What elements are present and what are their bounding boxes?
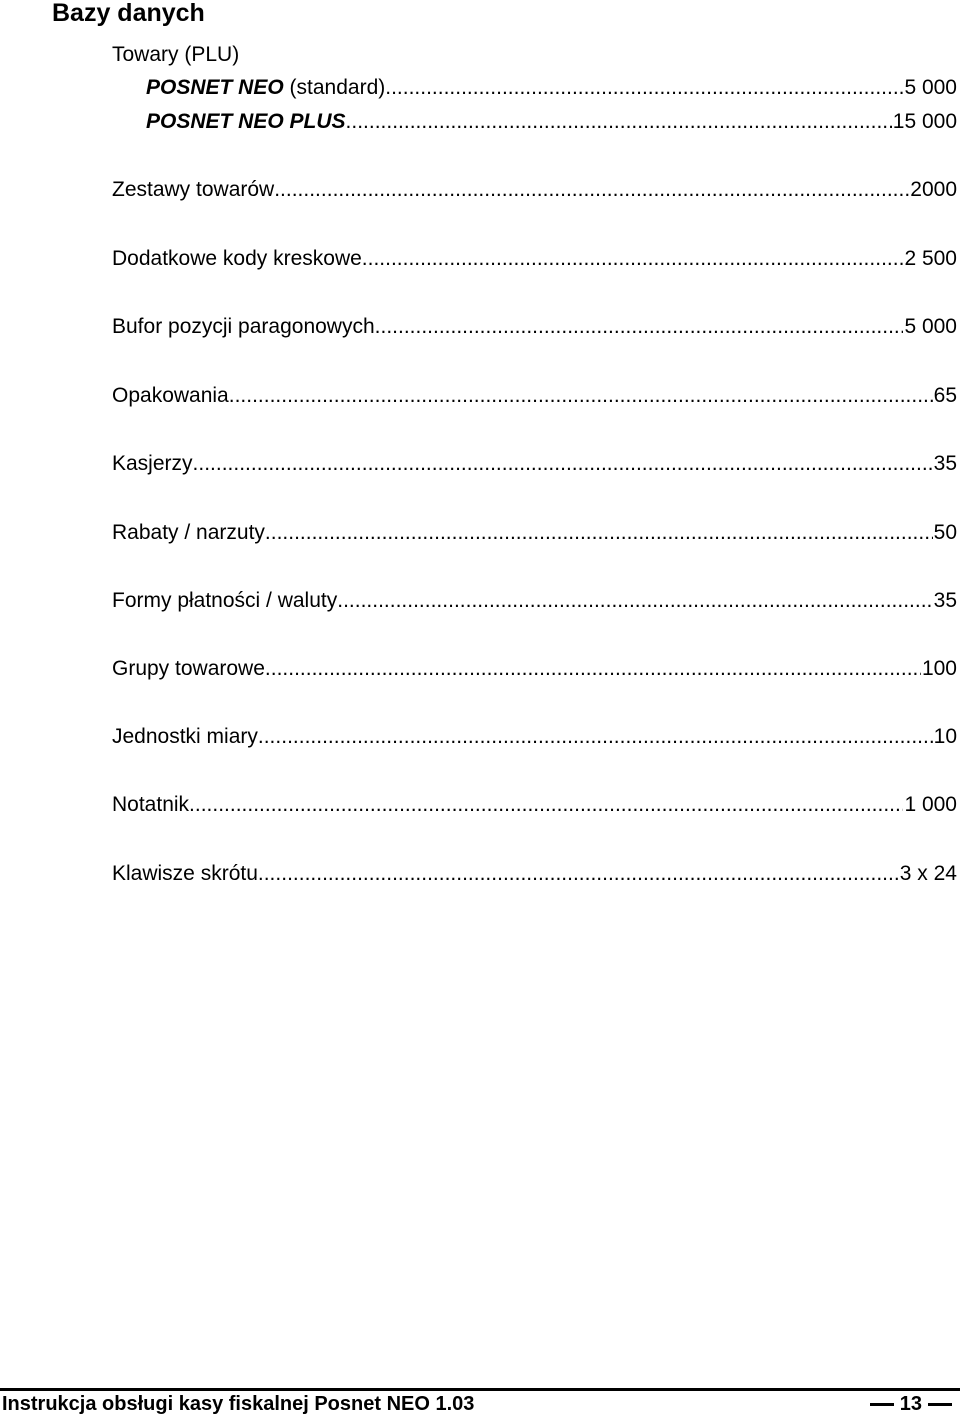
model-name: POSNET NEO PLUS [146, 110, 346, 133]
spec-row-value: 5 000 [904, 76, 957, 99]
spec-row-value: 15 000 [892, 110, 957, 133]
spec-row-value: 3 x 24 [899, 862, 957, 885]
leader-dots [258, 723, 933, 751]
model-name: POSNET NEO [146, 76, 284, 99]
spec-row-posnet-neo-plus [146, 108, 957, 136]
spec-row [112, 382, 957, 410]
spec-row-posnet-neo [146, 74, 957, 102]
spec-row-label: Dodatkowe kody kreskowe [112, 247, 362, 270]
leader-dots [337, 587, 932, 615]
spec-row [112, 587, 957, 615]
leader-dots [362, 245, 904, 273]
spec-row-label: Opakowania [112, 384, 229, 407]
spec-row-label: Notatnik [112, 793, 190, 816]
spec-row-label: Kasjerzy [112, 452, 193, 475]
spec-row-value: 65 [933, 384, 957, 407]
dash-decoration [928, 1403, 952, 1406]
spec-row-value: 1 000 [904, 793, 957, 816]
leader-dots [229, 382, 933, 410]
spec-row [112, 313, 957, 341]
spec-row-label: Jednostki miary [112, 725, 258, 748]
footer-document-title: Instrukcja obsługi kasy fiskalnej Posnet NEO 1.03 [2, 1393, 475, 1415]
spec-row-label: Rabaty / narzuty [112, 521, 265, 544]
spec-row-value: 50 [933, 521, 957, 544]
spec-row-value: 2 500 [904, 247, 957, 270]
leader-dots [258, 860, 899, 888]
spec-row [112, 450, 957, 478]
spec-row-value: 35 [933, 452, 957, 475]
spec-row [112, 860, 957, 888]
section-title: Bazy danych [52, 0, 205, 27]
spec-row-value: 100 [921, 657, 957, 680]
spec-row [112, 723, 957, 751]
dash-decoration [870, 1403, 894, 1406]
leader-dots [193, 450, 933, 478]
spec-row-value: 35 [933, 589, 957, 612]
leader-dots [346, 108, 892, 136]
leader-dots [265, 519, 933, 547]
leader-dots [385, 74, 903, 102]
spec-row-label: Bufor pozycji paragonowych [112, 315, 375, 338]
spec-row [112, 245, 957, 273]
spec-row-value: 5 000 [904, 315, 957, 338]
spec-row [112, 655, 957, 683]
spec-row [112, 519, 957, 547]
leader-dots [274, 176, 909, 204]
page-number: 13 [899, 1393, 922, 1415]
spec-row [112, 176, 957, 204]
spec-row-value: 10 [933, 725, 957, 748]
spec-row-value: 2000 [910, 178, 957, 201]
spec-row [112, 791, 957, 819]
leader-dots [375, 313, 904, 341]
leader-dots [189, 791, 903, 819]
spec-row-label [146, 74, 385, 102]
page-footer [0, 1388, 960, 1420]
footer-page-indicator [864, 1391, 958, 1417]
spec-row-label: Zestawy towarów [112, 178, 275, 201]
spec-row-label: Formy płatności / waluty [112, 589, 338, 612]
model-variant: (standard) [283, 76, 386, 99]
spec-row-label: Klawisze skrótu [112, 862, 258, 885]
leader-dots [265, 655, 921, 683]
spec-row-label: Grupy towarowe [112, 657, 265, 680]
spec-row-label [146, 108, 346, 136]
group-label-plu: Towary (PLU) [112, 43, 240, 66]
